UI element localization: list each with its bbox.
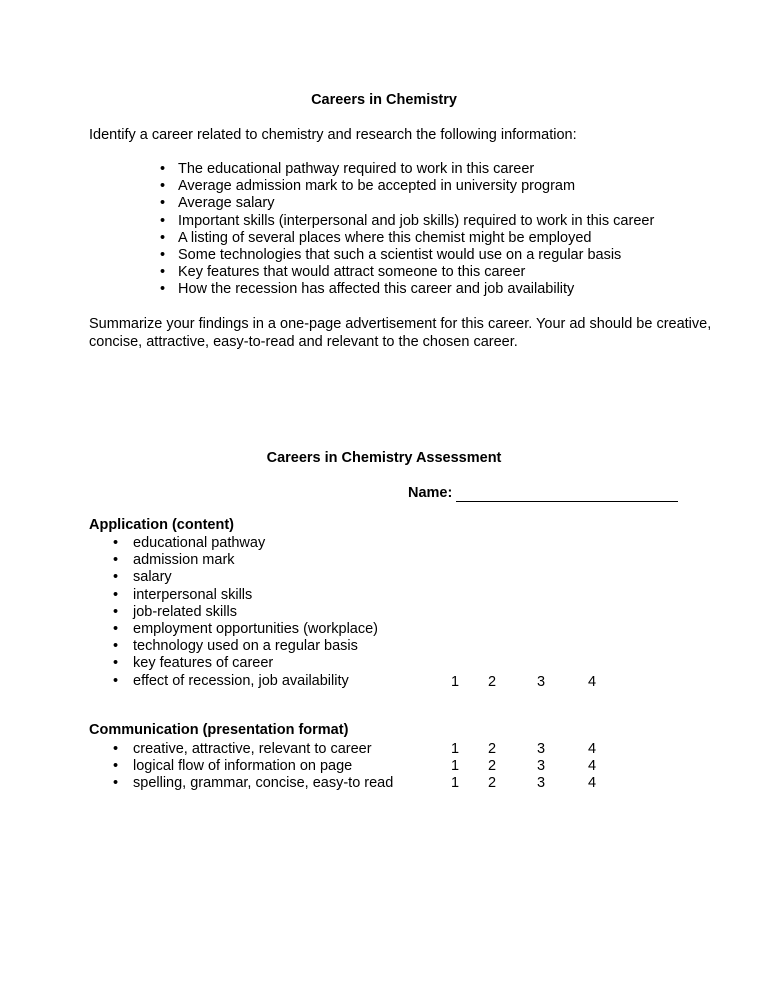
score-1: 1	[450, 741, 460, 757]
score-3: 3	[536, 674, 546, 690]
score-4: 4	[587, 758, 597, 774]
research-item: • Some technologies that such a scientist would use on a regular basis	[160, 247, 654, 264]
score-3: 3	[536, 741, 546, 757]
score-2: 2	[487, 741, 497, 757]
research-item: • Average salary	[160, 195, 654, 212]
research-item: • Important skills (interpersonal and job skills) required to work in this career	[160, 213, 654, 230]
application-heading: Application (content)	[89, 517, 234, 533]
research-item: • A listing of several places where this chemist might be employed	[160, 230, 654, 247]
research-item: • The educational pathway required to work in this career	[160, 161, 654, 178]
name-field	[408, 484, 678, 502]
score-3: 3	[536, 758, 546, 774]
score-4: 4	[587, 741, 597, 757]
page-title: Careers in Chemistry	[311, 92, 457, 108]
criteria-item: • admission mark	[113, 552, 378, 569]
criteria-item: • job-related skills	[113, 604, 378, 621]
research-item: • How the recession has affected this career and job availability	[160, 281, 654, 298]
score-2: 2	[487, 775, 497, 791]
criteria-item: • salary	[113, 569, 378, 586]
criteria-item: • effect of recession, job availability	[113, 673, 378, 690]
score-2: 2	[487, 758, 497, 774]
criteria-item: • creative, attractive, relevant to career	[113, 741, 393, 758]
score-3: 3	[536, 775, 546, 791]
criteria-item: • technology used on a regular basis	[113, 638, 378, 655]
summary-text: Summarize your findings in a one-page advertisement for this career. Your ad should be creative, concise, attractive, easy-to-read and relevant to the chosen career.	[89, 316, 712, 350]
criteria-item: • spelling, grammar, concise, easy-to read	[113, 775, 393, 792]
name-blank-line	[456, 484, 678, 502]
score-1: 1	[450, 674, 460, 690]
criteria-item: • key features of career	[113, 655, 378, 672]
intro-text: Identify a career related to chemistry and research the following information:	[89, 127, 577, 143]
score-2: 2	[487, 674, 497, 690]
communication-criteria-list	[113, 741, 393, 793]
application-criteria-list	[113, 535, 378, 690]
research-item: • Average admission mark to be accepted in university program	[160, 178, 654, 195]
criteria-item: • employment opportunities (workplace)	[113, 621, 378, 638]
criteria-item: • logical flow of information on page	[113, 758, 393, 775]
criteria-item: • educational pathway	[113, 535, 378, 552]
score-4: 4	[587, 775, 597, 791]
score-1: 1	[450, 775, 460, 791]
score-1: 1	[450, 758, 460, 774]
research-item: • Key features that would attract someone to this career	[160, 264, 654, 281]
criteria-item: • interpersonal skills	[113, 587, 378, 604]
score-4: 4	[587, 674, 597, 690]
communication-heading: Communication (presentation format)	[89, 722, 349, 738]
name-label: Name:	[408, 485, 453, 501]
research-list	[160, 161, 654, 299]
assessment-title: Careers in Chemistry Assessment	[266, 450, 502, 466]
